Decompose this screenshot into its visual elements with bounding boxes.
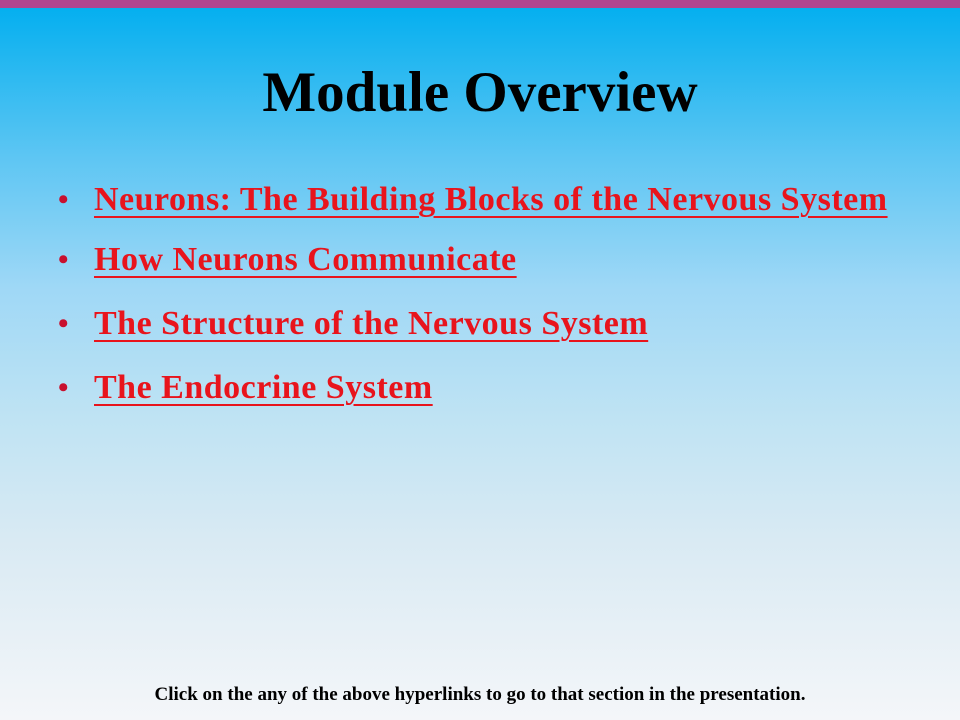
bullet-icon: • <box>58 371 69 404</box>
bullet-icon: • <box>58 183 69 216</box>
link-endocrine-system[interactable]: The Endocrine System <box>94 369 433 406</box>
footer-instruction: Click on the any of the above hyperlinks to go to that section in the presentation. <box>154 684 806 705</box>
accent-bar <box>0 0 960 8</box>
bullet-icon: • <box>58 307 69 340</box>
link-how-neurons-communicate[interactable]: How Neurons Communicate <box>94 241 517 278</box>
list-item <box>58 178 938 222</box>
list-item <box>58 366 938 410</box>
link-neurons-building-blocks[interactable]: Neurons: The Building Blocks of the Nervous System <box>94 181 888 218</box>
list-item <box>58 238 938 282</box>
link-structure-nervous-system[interactable]: The Structure of the Nervous System <box>94 305 649 342</box>
slide-title: Module Overview <box>262 61 698 124</box>
list-item <box>58 302 938 346</box>
bullet-icon: • <box>58 243 69 276</box>
overview-list <box>58 178 938 430</box>
